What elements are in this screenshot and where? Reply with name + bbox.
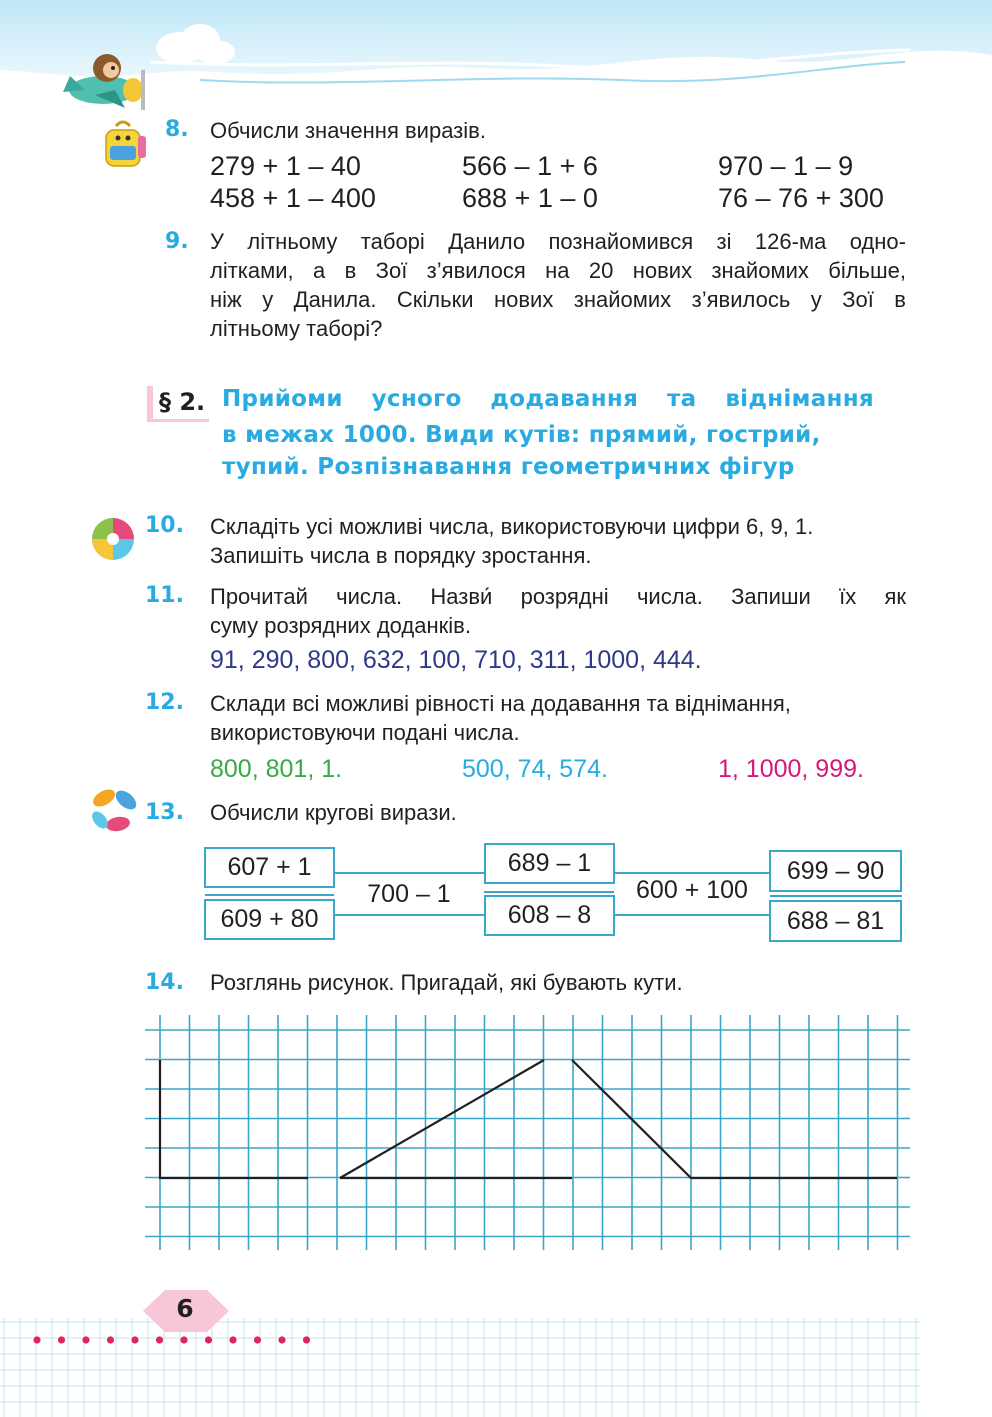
connector-line xyxy=(205,894,334,896)
task-8-expr: 970 – 1 – 9 xyxy=(718,151,854,181)
red-dot xyxy=(107,1336,114,1343)
red-dot xyxy=(180,1336,187,1343)
expression-box: 699 – 90 xyxy=(769,850,902,892)
connector-line xyxy=(770,895,902,897)
task-14-text: Розглянь рисунок. Пригадай, які бувають кути. xyxy=(210,970,683,995)
red-dot xyxy=(278,1336,285,1343)
airplane-hedgehog-icon xyxy=(55,40,155,110)
task-8-expr: 76 – 76 + 300 xyxy=(718,183,884,213)
task-8-expr: 458 + 1 – 400 xyxy=(210,183,376,213)
task-9-line: літньому таборі? xyxy=(210,316,383,341)
connector-line xyxy=(484,891,614,893)
task-11-numbers: 91, 290, 800, 632, 100, 710, 311, 1000, 444. xyxy=(210,646,702,674)
task-9-line: літками, а в Зої з’явилося на 20 нових знайомих більше, xyxy=(210,258,906,283)
expression-box: 688 – 81 xyxy=(769,900,902,942)
section-label: § 2. xyxy=(159,388,206,416)
expression-plain: 700 – 1 xyxy=(367,880,451,908)
puzzle-ball-icon xyxy=(88,514,138,564)
section-title-line: в межах 1000. Види кутів: прямий, гострий, xyxy=(222,422,821,448)
task-12-line: Склади всі можливі рівності на додавання та віднімання, xyxy=(210,691,791,716)
task-12-group-green: 800, 801, 1. xyxy=(210,755,343,783)
task-12-line: використовуючи подані числа. xyxy=(210,720,520,745)
task-12-number: 12. xyxy=(145,690,184,715)
fish-circle-icon xyxy=(88,784,140,836)
task-9-number: 9. xyxy=(165,229,189,254)
red-dot xyxy=(205,1336,212,1343)
task-10-number: 10. xyxy=(145,513,184,538)
task-8-expr: 279 + 1 – 40 xyxy=(210,151,361,181)
task-12-group-magenta: 1, 1000, 999. xyxy=(718,755,864,783)
dots-decoration xyxy=(25,1330,325,1350)
connector-line xyxy=(334,914,484,916)
red-dot xyxy=(33,1336,40,1343)
task-8-number: 8. xyxy=(165,117,189,142)
section-label-badge xyxy=(147,386,209,422)
task-8-expr: 566 – 1 + 6 xyxy=(462,151,598,181)
page-number: 6 xyxy=(176,1294,194,1323)
red-dot xyxy=(82,1336,89,1343)
task-11-line: суму розрядних доданків. xyxy=(210,613,471,638)
red-dot xyxy=(156,1336,163,1343)
task-12-group-cyan: 500, 74, 574. xyxy=(462,755,608,783)
task-9-line: ніж у Данила. Скільки нових знайомих з’явилось у Зої в xyxy=(210,287,906,312)
task-13-text: Обчисли кругові вирази. xyxy=(210,800,457,825)
expression-box: 607 + 1 xyxy=(204,847,335,888)
expression-box: 689 – 1 xyxy=(484,843,615,884)
task-10-line: Запишіть числа в порядку зростання. xyxy=(210,543,592,568)
red-dot xyxy=(131,1336,138,1343)
task-14-number: 14. xyxy=(145,970,184,995)
connector-line xyxy=(334,872,484,874)
expression-box: 608 – 8 xyxy=(484,895,615,936)
section-title-line: Прийоми усного додавання та віднімання xyxy=(222,386,874,412)
task-11-line: Прочитай числа. Назви́ розрядні числа. Запиши їх як xyxy=(210,584,906,609)
task-13-number: 13. xyxy=(145,800,184,825)
task-9-line: У літньому таборі Данило познайомився зі 126-ма одно- xyxy=(210,229,906,254)
red-dot xyxy=(303,1336,310,1343)
expression-plain: 600 + 100 xyxy=(636,876,748,904)
section-title-line: тупий. Розпізнавання геометричних фігур xyxy=(222,454,795,480)
connector-line xyxy=(614,914,770,916)
red-dot xyxy=(229,1336,236,1343)
connector-line xyxy=(614,872,770,874)
red-dot xyxy=(254,1336,261,1343)
angles-grid-figure xyxy=(140,1010,915,1255)
task-10-line: Складіть усі можливі числа, використовуючи цифри 6, 9, 1. xyxy=(210,514,814,539)
expression-box: 609 + 80 xyxy=(204,899,335,940)
task-11-number: 11. xyxy=(145,583,184,608)
red-dot xyxy=(58,1336,65,1343)
task-8-expr: 688 + 1 – 0 xyxy=(462,183,598,213)
task-8-text: Обчисли значення виразів. xyxy=(210,118,486,143)
backpack-icon xyxy=(100,118,152,170)
